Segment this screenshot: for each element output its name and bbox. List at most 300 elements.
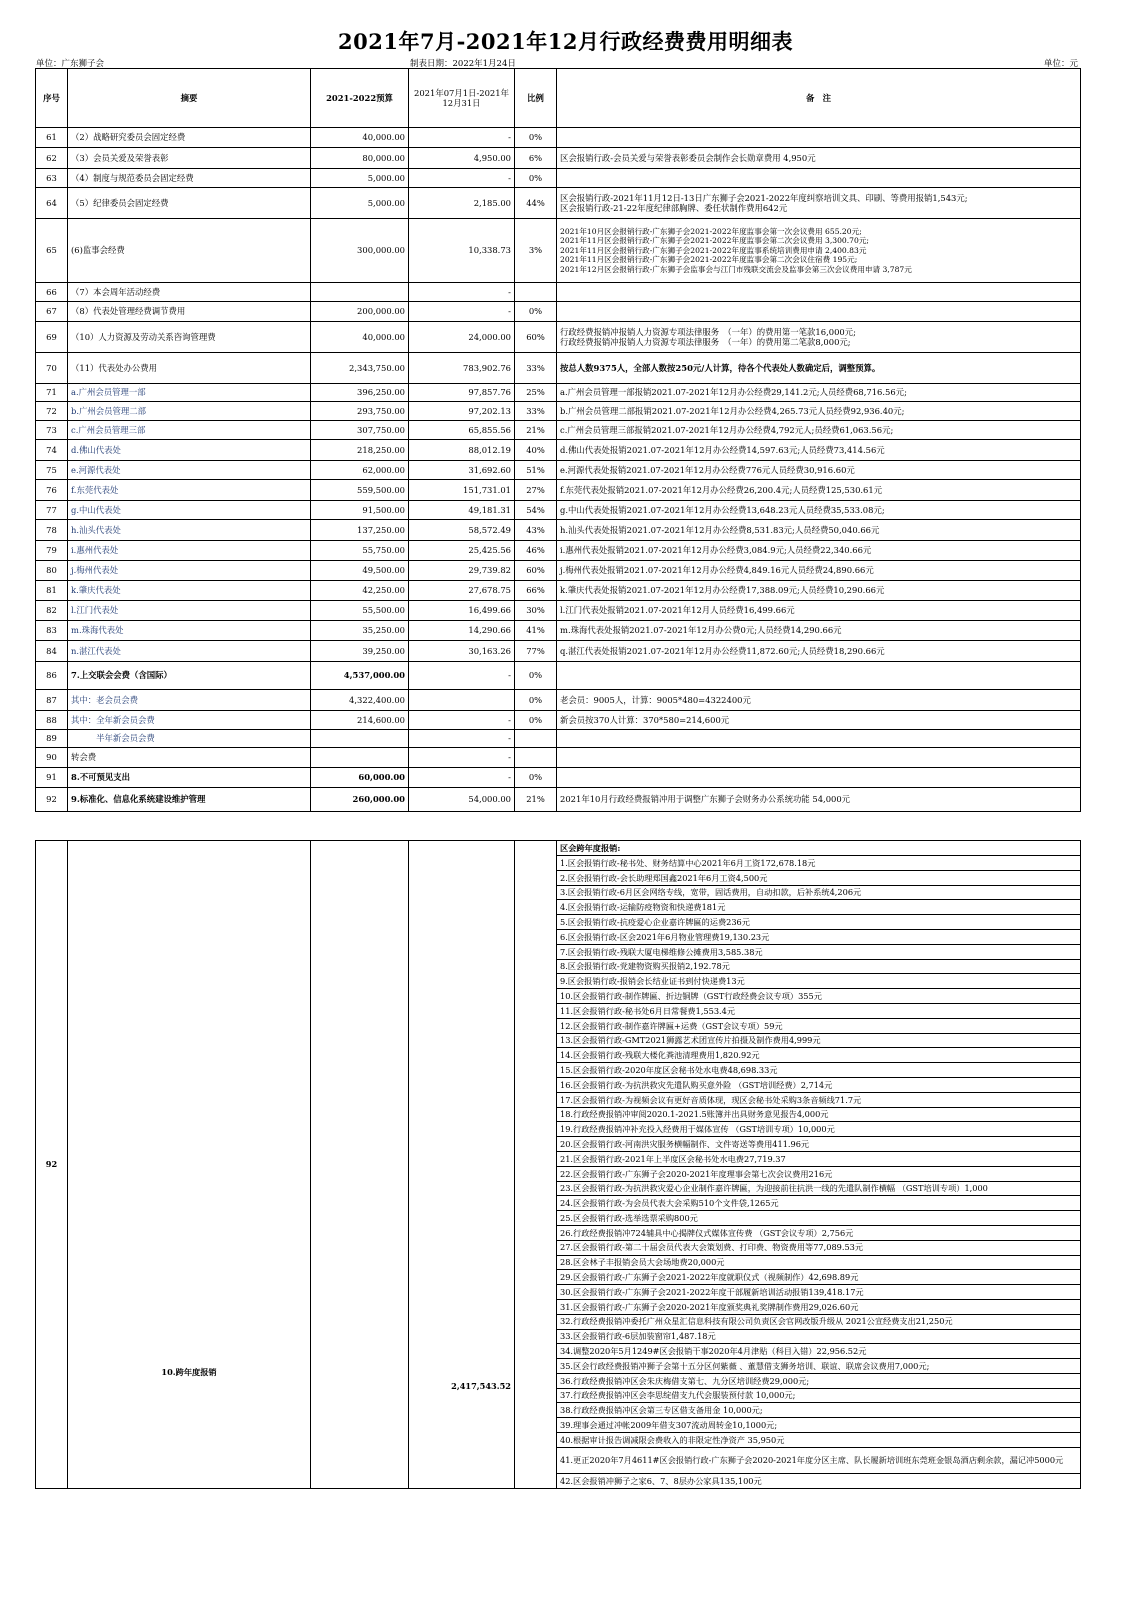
table-row <box>36 541 1081 561</box>
table-row <box>36 188 1081 219</box>
remark-line: j.梅州代表处报销2021.07-2021年12月办公经费4,849.16元人员经费24,890.66元 <box>560 565 874 576</box>
cell-ratio: 25% <box>515 384 557 402</box>
cross-year-item: 2.区会报销行政-会长助理郑国鑫2021年6月工资4,500元 <box>557 870 1081 885</box>
table-row <box>36 711 1081 730</box>
table-row <box>36 219 1081 283</box>
cell-seq: 74 <box>36 440 68 461</box>
cell-actual: 25,425.56 <box>409 541 515 561</box>
cell-remark <box>557 561 1081 581</box>
cell-summary: a.广州会员管理一部 <box>68 384 311 402</box>
remark-line: f.东莞代表处报销2021.07-2021年12月办公经费26,200.4元;人员经费125,530.61元 <box>560 484 883 495</box>
cell-remark <box>557 768 1081 788</box>
cell-seq: 62 <box>36 148 68 169</box>
cell-actual: 97,202.13 <box>409 402 515 421</box>
cross-year-item: 9.区会报销行政-报销会长结业证书到付快递费13元 <box>557 974 1081 989</box>
cell-budget <box>311 283 409 302</box>
cell-actual <box>409 690 515 711</box>
cell-remark <box>557 520 1081 541</box>
cross-year-body <box>36 841 1081 1489</box>
cell-budget: 2,343,750.00 <box>311 353 409 384</box>
table-row <box>36 788 1081 812</box>
remark-line: 2021年10月行政经费报销冲用于调整广东狮子会财务办公系统功能 54,000元 <box>560 794 851 805</box>
cell-remark <box>557 480 1081 501</box>
cell-ratio: 30% <box>515 601 557 621</box>
cross-year-item: 19.行政经费报销冲补充投入经费用于媒体宣传 （GST培训专项）10,000元 <box>557 1122 1081 1137</box>
cell-budget: 49,500.00 <box>311 561 409 581</box>
cell-summary: f.东莞代表处 <box>68 480 311 501</box>
cell-seq: 77 <box>36 501 68 520</box>
cell-budget: 559,500.00 <box>311 480 409 501</box>
cell-remark <box>557 128 1081 148</box>
cell-seq: 80 <box>36 561 68 581</box>
cross-year-item: 32.行政经费报销冲委托广州众星汇信息科技有限公司负责区会官网改版升级从 2021公宣经费支出21,250元 <box>557 1314 1081 1329</box>
cross-year-item: 27.区会报销行政-第二十届会员代表大会策划费、打印费、物资费用等77,089.53元 <box>557 1240 1081 1255</box>
cell-budget: 55,500.00 <box>311 601 409 621</box>
cell-remark <box>557 421 1081 440</box>
remark-line: 区会报销行政-会员关爱与荣誉表彰委员会制作会长勋章费用 4,950元 <box>560 152 816 163</box>
table-row <box>36 561 1081 581</box>
remark-line: 新会员按370人计算：370*580=214,600元 <box>560 714 730 725</box>
cross-year-item: 36.行政经费报销冲区会朱庆梅借支第七、九分区培训经费29,000元; <box>557 1373 1081 1388</box>
cell-seq: 89 <box>36 730 68 748</box>
cell-summary: i.惠州代表处 <box>68 541 311 561</box>
cell-ratio: 40% <box>515 440 557 461</box>
cell-seq: 63 <box>36 169 68 188</box>
cell-seq: 86 <box>36 662 68 690</box>
cell-budget: 62,000.00 <box>311 461 409 480</box>
table-row <box>36 169 1081 188</box>
cell-remark <box>557 353 1081 384</box>
cell-ratio: 0% <box>515 690 557 711</box>
cell-ratio: 43% <box>515 520 557 541</box>
cell-summary: （7）本会周年活动经费 <box>68 283 311 302</box>
table-row <box>36 148 1081 169</box>
cell-ratio: 21% <box>515 421 557 440</box>
cell-actual: 65,855.56 <box>409 421 515 440</box>
cross-year-item: 17.区会报销行政-为视频会议有更好音质体现，现区会秘书处采购3条音频线71.7元 <box>557 1092 1081 1107</box>
cell-summary: 7.上交联会会费（含国际） <box>68 662 311 690</box>
cell-ratio <box>515 730 557 748</box>
cell-budget: 40,000.00 <box>311 128 409 148</box>
cell-remark <box>557 148 1081 169</box>
cross-year-item: 7.区会报销行政-残联大厦电梯维修公摊费用3,585.38元 <box>557 944 1081 959</box>
cross-year-item: 16.区会报销行政-为抗洪救灾先遣队购买意外险 （GST培训经费）2,714元 <box>557 1077 1081 1092</box>
table-row <box>36 283 1081 302</box>
cell-actual: 29,739.82 <box>409 561 515 581</box>
cell-summary: m.珠海代表处 <box>68 621 311 641</box>
cross-year-item: 25.区会报销行政-选举选票采购800元 <box>557 1211 1081 1226</box>
cell-summary: k.肇庆代表处 <box>68 581 311 601</box>
cell-summary: j.梅州代表处 <box>68 561 311 581</box>
cross-year-item: 39.理事会通过冲帐2009年借支307流动周转金10,1000元; <box>557 1418 1081 1433</box>
table-row <box>36 730 1081 748</box>
cell-seq: 65 <box>36 219 68 283</box>
cell-remark <box>557 711 1081 730</box>
table-body <box>36 128 1081 812</box>
cross-year-item: 42.区会报销冲狮子之家6、7、8层办公家具135,100元 <box>557 1473 1081 1488</box>
cell-summary: 半年新会员会费 <box>68 730 311 748</box>
cell-summary: h.汕头代表处 <box>68 520 311 541</box>
cross-year-item: 29.区会报销行政-广东狮子会2021-2022年度就职仪式（视频制作）42,698.89元 <box>557 1270 1081 1285</box>
header-seq: 序号 <box>36 69 68 128</box>
table-row <box>36 690 1081 711</box>
cell-budget: 260,000.00 <box>311 788 409 812</box>
cross-year-item: 3.区会报销行政-6月区会网络专线，宽带，固话费用，自动扣款，后补系统4,206元 <box>557 885 1081 900</box>
unit-label: 单位：广东狮子会 <box>36 59 105 69</box>
remark-line: 2021年11月区会报销行政-广东狮子会2021-2022年度监事会第二次会议住宿费 195元; <box>560 255 858 265</box>
currency-label: 单位：元 <box>1043 59 1078 69</box>
cell-remark <box>557 322 1081 353</box>
header-summary: 摘要 <box>68 69 311 128</box>
cell-remark <box>557 169 1081 188</box>
remark-line: 按总人数9375人，全部人数按250元/人计算，待各个代表处人数确定后，调整预算。 <box>560 362 881 373</box>
table-row <box>36 581 1081 601</box>
cell-seq: 90 <box>36 748 68 768</box>
table-row <box>36 128 1081 148</box>
remark-line: 行政经费报销冲报销人力资源专项法律服务 （一年）的费用第二笔款8,000元; <box>560 337 851 347</box>
cell-budget: 39,250.00 <box>311 641 409 662</box>
cell-budget: 5,000.00 <box>311 188 409 219</box>
remark-line: l.江门代表处报销2021.07-2021年12月人员经费16,499.66元 <box>560 605 795 616</box>
cell-seq: 82 <box>36 601 68 621</box>
cell-actual: 54,000.00 <box>409 788 515 812</box>
cell-ratio: 0% <box>515 711 557 730</box>
cell-ratio: 33% <box>515 402 557 421</box>
cross-year-item: 35.区会行政经费报销冲狮子会第十五分区何紫薇 、董慧借支狮务培训、联谊、联席会议费用7,000元; <box>557 1359 1081 1374</box>
cell-budget: 300,000.00 <box>311 219 409 283</box>
cell-ratio: 0% <box>515 169 557 188</box>
cell-budget <box>311 748 409 768</box>
remark-line: 2021年11月区会报销行政-广东狮子会2021-2022年度监事系统培训费用申请 2,400.83元 <box>560 245 867 255</box>
remark-line: 老会员：9005人，计算：9005*480=4322400元 <box>560 694 751 705</box>
cell-ratio: 21% <box>515 788 557 812</box>
cell-actual: 27,678.75 <box>409 581 515 601</box>
cross-year-table <box>35 840 1081 1489</box>
cell-remark <box>557 748 1081 768</box>
cell-remark <box>557 384 1081 402</box>
table-row <box>36 384 1081 402</box>
cross-year-item: 31.区会报销行政-广东狮子会2020-2021年度颁奖典礼奖牌制作费用29,026.60元 <box>557 1299 1081 1314</box>
cell-seq: 70 <box>36 353 68 384</box>
cell-remark <box>557 788 1081 812</box>
cell-seq: 75 <box>36 461 68 480</box>
cell-ratio: 0% <box>515 128 557 148</box>
cell-seq: 87 <box>36 690 68 711</box>
table-row <box>36 480 1081 501</box>
cell-actual: 4,950.00 <box>409 148 515 169</box>
cell-summary: 9.标准化、信息化系统建设维护管理 <box>68 788 311 812</box>
cross-year-heading-row <box>36 841 1081 856</box>
cross-year-item: 1.区会报销行政-秘书处、财务结算中心2021年6月工资172,678.18元 <box>557 856 1081 871</box>
table-header-row <box>36 69 1081 128</box>
remark-line: q.湛江代表处报销2021.07-2021年12月办公经费11,872.60元;人员经费18,290.66元 <box>560 645 885 656</box>
cell-ratio: 46% <box>515 541 557 561</box>
cell-seq: 76 <box>36 480 68 501</box>
remark-line: 区会报销行政-21-22年度纪律部胸牌、委任状制作费用642元 <box>560 203 788 213</box>
cell-budget: 214,600.00 <box>311 711 409 730</box>
cell-actual: - <box>409 748 515 768</box>
cell-summary: （5）纪律委员会固定经费 <box>68 188 311 219</box>
cell-seq: 83 <box>36 621 68 641</box>
cell-ratio <box>515 748 557 768</box>
expense-table <box>35 68 1081 812</box>
cross-year-item: 30.区会报销行政-广东狮子会2021-2022年度干部履新培训活动报销139,418.17元 <box>557 1285 1081 1300</box>
cell-remark <box>557 440 1081 461</box>
cell-remark <box>557 188 1081 219</box>
cross-year-item: 14.区会报销行政-残联大楼化粪池清理费用1,820.92元 <box>557 1048 1081 1063</box>
cell-remark <box>557 641 1081 662</box>
table-row <box>36 322 1081 353</box>
cell-budget: 137,250.00 <box>311 520 409 541</box>
cell-summary: （11）代表处办公费用 <box>68 353 311 384</box>
cell-actual: 97,857.76 <box>409 384 515 402</box>
cell-budget: 42,250.00 <box>311 581 409 601</box>
cross-year-item: 15.区会报销行政-2020年度区会秘书处水电费48,698.33元 <box>557 1063 1081 1078</box>
cell-actual: 14,290.66 <box>409 621 515 641</box>
cross-year-item: 4.区会报销行政-运输防疫物资和快递费181元 <box>557 900 1081 915</box>
cell-budget: 4,537,000.00 <box>311 662 409 690</box>
cell-budget <box>311 730 409 748</box>
table-row <box>36 601 1081 621</box>
cross-year-item: 24.区会报销行政-为会员代表大会采购510个文件袋,1265元 <box>557 1196 1081 1211</box>
cell-ratio: 60% <box>515 561 557 581</box>
table-row <box>36 461 1081 480</box>
cell-actual: 151,731.01 <box>409 480 515 501</box>
cell-budget: 293,750.00 <box>311 402 409 421</box>
cell-seq: 79 <box>36 541 68 561</box>
table-row <box>36 302 1081 322</box>
cell-remark <box>557 219 1081 283</box>
cross-year-heading: 区会跨年度报销: <box>557 841 1081 856</box>
cell-summary: (6)监事会经费 <box>68 219 311 283</box>
table-row <box>36 501 1081 520</box>
cell-summary: 转会费 <box>68 748 311 768</box>
cell-summary: n.湛江代表处 <box>68 641 311 662</box>
cross-year-item: 8.区会报销行政-党建物资购买报销2,192.78元 <box>557 959 1081 974</box>
remark-line: i.惠州代表处报销2021.07-2021年12月办公经费3,084.9元;人员经费22,340.66元 <box>560 545 872 556</box>
table-row <box>36 641 1081 662</box>
cross-year-item: 23.区会报销行政-为抗洪救灾爱心企业制作嘉许牌匾，为迎接前往抗洪一线的先遣队制作横幅 （GST培训专项）1,000 <box>557 1181 1081 1196</box>
cell-remark <box>557 690 1081 711</box>
cell-actual: 88,012.19 <box>409 440 515 461</box>
date-label: 制表日期：2022年1月24日 <box>410 59 516 69</box>
table-row <box>36 662 1081 690</box>
cross-year-item: 33.区会报销行政-6层加装窗帘1,487.18元 <box>557 1329 1081 1344</box>
cell-budget: 307,750.00 <box>311 421 409 440</box>
table-row <box>36 621 1081 641</box>
header-period: 2021年07月1日-2021年12月31日 <box>409 69 515 128</box>
cell-budget: 80,000.00 <box>311 148 409 169</box>
cell-actual: 49,181.31 <box>409 501 515 520</box>
cell-budget: 218,250.00 <box>311 440 409 461</box>
cell-actual: - <box>409 768 515 788</box>
cell-summary: （10）人力资源及劳动关系咨询管理费 <box>68 322 311 353</box>
cell-seq: 88 <box>36 711 68 730</box>
cell-seq: 78 <box>36 520 68 541</box>
cross-year-item: 38.行政经费报销冲区会第三专区借支备用金 10,000元; <box>557 1403 1081 1418</box>
cell-budget: 35,250.00 <box>311 621 409 641</box>
cell-summary: l.江门代表处 <box>68 601 311 621</box>
cross-year-item: 22.区会报销行政-广东狮子会2020-2021年度理事会第七次会议费用216元 <box>557 1166 1081 1181</box>
cell-summary: g.中山代表处 <box>68 501 311 520</box>
cell-actual: 10,338.73 <box>409 219 515 283</box>
cell-budget: 40,000.00 <box>311 322 409 353</box>
remark-line: 区会报销行政-2021年11月12日-13日广东狮子会2021-2022年度纠察培训文具、印刷、等费用报销1,543元; <box>560 192 968 203</box>
cell-seq: 91 <box>36 768 68 788</box>
cell-remark <box>557 662 1081 690</box>
cell-ratio: 54% <box>515 501 557 520</box>
cell-actual: 30,163.26 <box>409 641 515 662</box>
cell-actual: 31,692.60 <box>409 461 515 480</box>
cell-actual: 58,572.49 <box>409 520 515 541</box>
cross-year-item: 18.行政经费报销冲审阅2020.1-2021.5账簿并出具财务意见报告4,000元 <box>557 1107 1081 1122</box>
cross-year-item: 20.区会报销行政-河南洪灾服务横幅制作、文件寄送等费用411.96元 <box>557 1137 1081 1152</box>
remark-line: 行政经费报销冲报销人力资源专项法律服务 （一年）的费用第一笔款16,000元; <box>560 326 856 337</box>
cell-actual: - <box>409 128 515 148</box>
cell-ratio: 0% <box>515 768 557 788</box>
cross-year-item: 40.根据审计报告调减限会费收入的非限定性净资产 35,950元 <box>557 1433 1081 1448</box>
table-row <box>36 748 1081 768</box>
cross-year-item: 21.区会报销行政-2021年上半度区会秘书处水电费27,719.37 <box>557 1151 1081 1166</box>
remark-line: a.广州会员管理一部报销2021.07-2021年12月办公经费29,141.2元;人员经费68,716.56元; <box>560 387 907 398</box>
header-ratio: 比例 <box>515 69 557 128</box>
remark-line: k.肇庆代表处报销2021.07-2021年12月办公经费17,388.09元;人员经费10,290.66元 <box>560 585 885 596</box>
cell-remark <box>557 283 1081 302</box>
cell-ratio: 27% <box>515 480 557 501</box>
cell-actual: - <box>409 169 515 188</box>
table-row <box>36 353 1081 384</box>
cell-actual: - <box>409 662 515 690</box>
cross-year-item: 26.行政经费报销冲724辅具中心揭牌仪式媒体宣传费 （GST会议专项）2,756元 <box>557 1225 1081 1240</box>
cross-year-item: 10.区会报销行政-制作牌匾、折边铜牌（GST行政经费会议专项）355元 <box>557 989 1081 1004</box>
cell-actual: 2,185.00 <box>409 188 515 219</box>
cross-year-item: 28.区会林子丰报销会员大会场地费20,000元 <box>557 1255 1081 1270</box>
cell-summary: 8.不可预见支出 <box>68 768 311 788</box>
table-row <box>36 520 1081 541</box>
cell-seq: 61 <box>36 128 68 148</box>
document-title: 2021年7月-2021年12月行政经费费用明细表 <box>338 29 793 54</box>
cell-actual: 24,000.00 <box>409 322 515 353</box>
cell-seq: 81 <box>36 581 68 601</box>
cell-actual: 783,902.76 <box>409 353 515 384</box>
cell-budget: 4,322,400.00 <box>311 690 409 711</box>
table-row <box>36 440 1081 461</box>
cell-budget: 200,000.00 <box>311 302 409 322</box>
cell-summary: （8）代表处管理经费调节费用 <box>68 302 311 322</box>
cell-actual: 16,499.66 <box>409 601 515 621</box>
cell-ratio: 51% <box>515 461 557 480</box>
cross-year-item: 11.区会报销行政-秘书处6月日常餐费1,553.4元 <box>557 1003 1081 1018</box>
remark-line: 2021年12月区会报销行政-广东狮子会监事会与江门市残联交流会及监事会第三次会议费用申请 3,787元 <box>560 264 912 274</box>
cross-year-seq: 92 <box>36 841 68 1489</box>
cell-seq: 84 <box>36 641 68 662</box>
header-budget: 2021-2022预算 <box>311 69 409 128</box>
table-row <box>36 421 1081 440</box>
cell-budget: 55,750.00 <box>311 541 409 561</box>
cross-year-item: 6.区会报销行政-区会2021年6月物业管理费19,130.23元 <box>557 929 1081 944</box>
cross-year-item: 34.调整2020年5月1249#区会报销干事2020年4月津贴（科目入错）22,956.52元 <box>557 1344 1081 1359</box>
cell-ratio: 41% <box>515 621 557 641</box>
cell-remark <box>557 601 1081 621</box>
cross-year-actual: 2,417,543.52 <box>409 841 515 1489</box>
table-row <box>36 402 1081 421</box>
cell-remark <box>557 730 1081 748</box>
cell-actual: - <box>409 302 515 322</box>
remark-line: g.中山代表处报销2021.07-2021年12月办公经费13,648.23元人员经费35,533.08元; <box>560 504 885 515</box>
cross-year-summary: 10.跨年度报销 <box>68 841 311 1489</box>
cell-remark <box>557 541 1081 561</box>
cross-year-item: 37.行政经费报销冲区会李思绽借支九代会服装预付款 10,000元; <box>557 1388 1081 1403</box>
cell-summary: （4）制度与规范委员会固定经费 <box>68 169 311 188</box>
remark-line: d.佛山代表处报销2021.07-2021年12月办公经费14,597.63元;人员经费73,414.56元 <box>560 444 885 455</box>
remark-line: b.广州会员管理二部报销2021.07-2021年12月办公经费4,265.73元人员经费92,936.40元; <box>560 405 905 416</box>
cell-summary: c.广州会员管理三部 <box>68 421 311 440</box>
cell-summary: 其中：全年新会员会费 <box>68 711 311 730</box>
remark-line: 2021年10月区会报销行政-广东狮子会2021-2022年度监事会第一次会议费用 655.20元; <box>560 226 862 236</box>
cross-year-item: 41.更正2020年7月4611#区会报销行政-广东狮子会2020-2021年度分区主席、队长履新培训班东莞班金银岛酒店剩余款，漏记冲5000元 <box>557 1447 1081 1473</box>
cell-ratio: 0% <box>515 662 557 690</box>
header-remarks: 备 注 <box>557 69 1081 128</box>
remark-line: h.汕头代表处报销2021.07-2021年12月办公经费8,531.83元;人员经费50,040.66元 <box>560 524 880 535</box>
cell-ratio: 0% <box>515 302 557 322</box>
cell-ratio: 44% <box>515 188 557 219</box>
remark-line: c.广州会员管理三部报销2021.07-2021年12月办公经费4,792元人;员经费61,063.56元; <box>560 424 894 435</box>
cell-budget: 60,000.00 <box>311 768 409 788</box>
cell-budget: 5,000.00 <box>311 169 409 188</box>
cell-actual: - <box>409 730 515 748</box>
cell-remark <box>557 461 1081 480</box>
cell-summary: b.广州会员管理二部 <box>68 402 311 421</box>
cross-year-item: 5.区会报销行政-抗疫爱心企业嘉许牌匾的运费236元 <box>557 915 1081 930</box>
cell-remark <box>557 501 1081 520</box>
cell-seq: 71 <box>36 384 68 402</box>
cell-budget: 396,250.00 <box>311 384 409 402</box>
cell-actual: - <box>409 711 515 730</box>
cell-ratio: 33% <box>515 353 557 384</box>
cell-summary: （2）战略研究委员会固定经费 <box>68 128 311 148</box>
cell-remark <box>557 581 1081 601</box>
cell-seq: 67 <box>36 302 68 322</box>
cell-seq: 73 <box>36 421 68 440</box>
cell-seq: 69 <box>36 322 68 353</box>
cell-actual: - <box>409 283 515 302</box>
cross-year-item: 13.区会报销行政-GMT2021狮露艺术团宣传片拍摄及制作费用4,999元 <box>557 1033 1081 1048</box>
cell-seq: 72 <box>36 402 68 421</box>
cross-year-ratio <box>515 841 557 1489</box>
cell-summary: （3）会员关爱及荣誉表彰 <box>68 148 311 169</box>
cell-summary: e.河源代表处 <box>68 461 311 480</box>
remark-line: m.珠海代表处报销2021.07-2021年12月办公费0元;人员经费14,290.66元 <box>560 625 842 636</box>
cell-summary: 其中：老会员会费 <box>68 690 311 711</box>
cell-seq: 92 <box>36 788 68 812</box>
remark-line: e.河源代表处报销2021.07-2021年12月办公经费776元人员经费30,916.60元 <box>560 464 855 475</box>
cell-seq: 66 <box>36 283 68 302</box>
cell-remark <box>557 302 1081 322</box>
cell-remark <box>557 621 1081 641</box>
cell-remark <box>557 402 1081 421</box>
cell-ratio: 66% <box>515 581 557 601</box>
cell-budget: 91,500.00 <box>311 501 409 520</box>
table-row <box>36 768 1081 788</box>
remark-line: 2021年11月区会报销行政-广东狮子会2021-2022年度监事会第二次会议费用 3,300.70元; <box>560 236 869 246</box>
cross-year-item: 12.区会报销行政-制作嘉许牌匾+运费（GST会议专项）59元 <box>557 1018 1081 1033</box>
cell-ratio: 60% <box>515 322 557 353</box>
cross-year-budget <box>311 841 409 1489</box>
cell-ratio <box>515 283 557 302</box>
cell-seq: 64 <box>36 188 68 219</box>
cell-summary: d.佛山代表处 <box>68 440 311 461</box>
cell-ratio: 6% <box>515 148 557 169</box>
